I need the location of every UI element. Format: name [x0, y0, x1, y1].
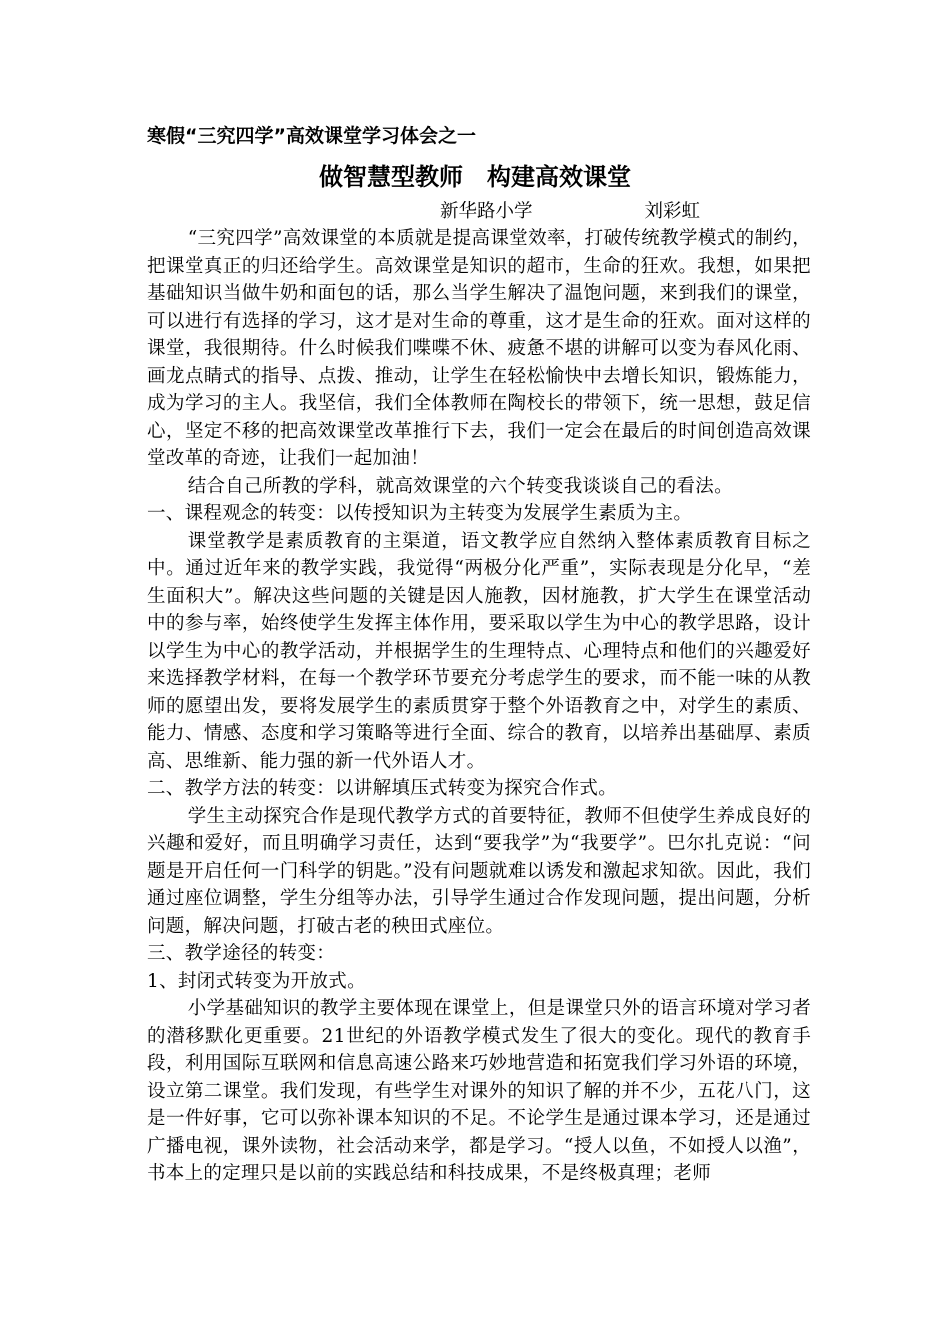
page-title: 做智慧型教师 构建高效课堂 [319, 163, 631, 191]
series-title: 寒假“三究四学”高效课堂学习体会之一 [147, 125, 476, 147]
article-body [147, 225, 811, 1188]
section-heading-3: 三、教学途径的转变： [147, 943, 336, 964]
paragraph-1: “三究四学”高效课堂的本质就是提高课堂效率，打破传统教学模式的制约，把课堂真正的归还给学生。高效课堂是知识的超市，生命的狂欢。我想，如果把基础知识当做牛奶和面包的话，那么当学生解决了温饱问题，来到我们的课堂，可以进行有选择的学习，这才是对生命的尊重，这才是生命的狂欢。面对这样的课堂，我很期待。什么时候我们喋喋不休、疲惫不堪的讲解可以变为春风化雨、画龙点睛式的指导、点拨、推动，让学生在轻松愉快中去增长知识，锻炼能力，成为学习的主人。我坚信，我们全体教师在陶校长的带领下，统一思想，鼓足信心，坚定不移的把高效课堂改革推行下去，我们一定会在最后的时间创造高效课堂改革的奇迹，让我们一起加油！ [147, 228, 811, 469]
section-heading-2: 二、教学方法的转变：以讲解填压式转变为探究合作式。 [147, 778, 618, 799]
paragraph-3: 课堂教学是素质教育的主渠道，语文教学应自然纳入整体素质教育目标之中。通过近年来的教学实践，我觉得“两极分化严重”，实际表现是分化早，“差生面积大”。解决这些问题的关键是因人施教，因材施教，扩大学生在课堂活动中的参与率，始终使学生发挥主体作用，要采取以学生为中心的教学思路，设计以学生为中心的教学活动，并根据学生的生理特点、心理特点和他们的兴趣爱好来选择教学材料，在每一个教学环节要充分考虑学生的要求，而不能一味的从教师的愿望出发，要将发展学生的素质贯穿于整个外语教育之中，对学生的素质、能力、情感、态度和学习策略等进行全面、综合的教育，以培养出基础厚、素质高、思维新、能力强的新一代外语人才。 [147, 530, 811, 772]
subsection-heading-1: 1、封闭式转变为开放式。 [147, 970, 366, 992]
byline [440, 198, 700, 226]
paragraph-4: 学生主动探究合作是现代教学方式的首要特征，教师不但使学生养成良好的兴趣和爱好，而且明确学习责任，达到“要我学”为“我要学”。巴尔扎克说：“问题是开启任何一门科学的钥匙。”没有问题就难以诱发和激起求知欲。因此，我们通过座位调整，学生分组等办法，引导学生通过合作发现问题，提出问题，分析问题，解决问题，打破古老的秧田式座位。 [147, 805, 811, 937]
section-heading-1: 一、课程观念的转变：以传授知识为主转变为发展学生素质为主。 [147, 503, 693, 524]
paragraph-2: 结合自己所教的学科，就高效课堂的六个转变我谈谈自己的看法。 [187, 475, 733, 497]
author-name: 刘彩虹 [644, 201, 701, 222]
paragraph-5: 小学基础知识的教学主要体现在课堂上，但是课堂只外的语言环境对学习者的潜移默化更重要。21世纪的外语教学模式发生了很大的变化。现代的教育手段，利用国际互联网和信息高速公路来巧妙地营造和拓宽我们学习外语的环境，设立第二课堂。我们发现，有些学生对课外的知识了解的并不少，五花八门，这是一件好事，它可以弥补课本知识的不足。不论学生是通过课本学习，还是通过广播电视，课外读物，社会活动来学，都是学习。“授人以鱼，不如授人以渔”，书本上的定理只是以前的实践总结和科技成果，不是终极真理；老师 [147, 998, 811, 1184]
school-name: 新华路小学 [440, 201, 533, 222]
